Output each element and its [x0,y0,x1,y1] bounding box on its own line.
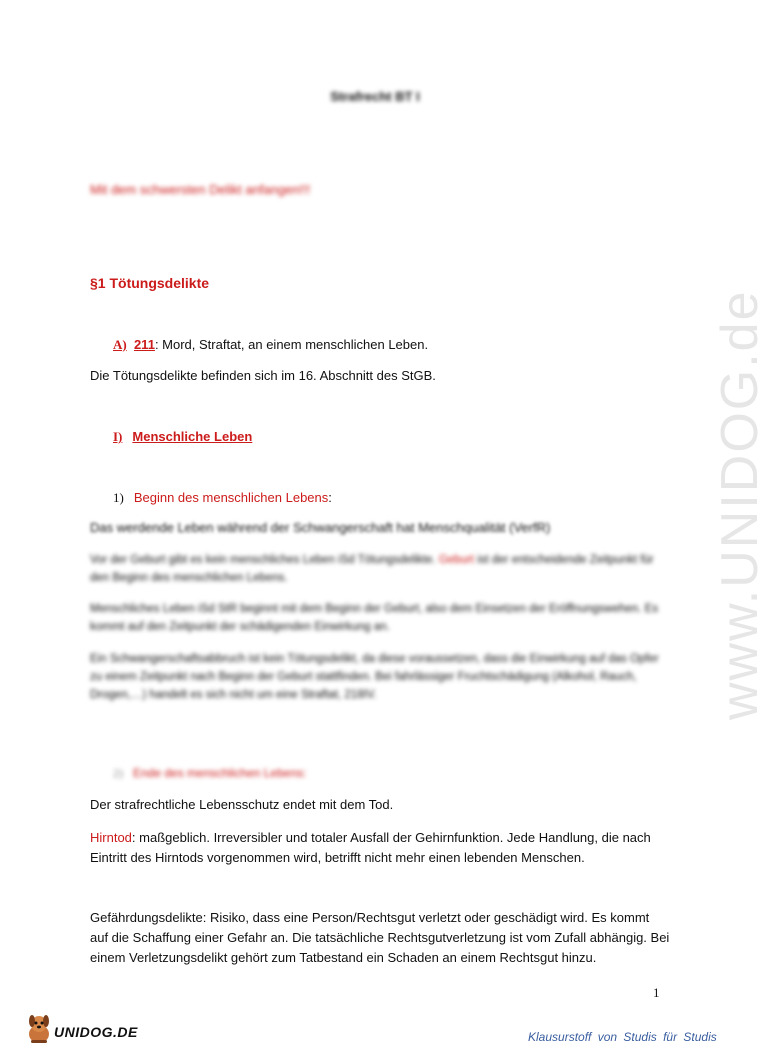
paragraph-3: Ein Schwangerschaftsabbruch ist kein Tötungsdelikt, da diese voraussetzen, dass die Einwirkung auf das Opfer zu einem Zeitpunkt nach Beginn der Geburt stattfinden. Bei fahrlässiger Fruchtschädigung (Alkohol, Rauch, Drogen,…) handelt es sich nicht um eine Straftat, 218IV. [90,653,659,701]
paragraph-5: Gefährdungsdelikte: Risiko, dass eine Person/Rechtsgut verletzt oder geschädigt wird. Es kommt auf die Schaffung einer Gefahr an. Die tatsächliche Rechtsgutverletzung ist vom Zufall abhängig. Bei einem Verletzungsdelikt gehört zum Tatbestand ein Schaden an einem Rechtsgut hinzu. [90,910,670,965]
item-a [113,337,428,353]
partial-line: Das werdende Leben während der Schwangerschaft hat Menschqualität (VerfR) [90,520,551,535]
page-number: 1 [653,985,660,1000]
item-1-marker: 1) [113,490,124,505]
watermark-text: www.UNIDOG.de [711,289,769,720]
section-heading: §1 Tötungsdelikte [90,275,210,291]
footer-logo [22,1012,162,1048]
footer-tagline: Klausurstoff von Studis für Studis [528,1030,717,1044]
item-a-marker: A) [113,337,127,352]
item-1 [113,490,332,506]
line-a2: Die Tötungsdelikte befinden sich im 16. Abschnitt des StGB. [90,368,436,383]
paragraph-4-red: Hirntod [90,830,132,845]
item-1-text: Beginn des menschlichen Lebens [133,490,329,505]
line-b: Der strafrechtliche Lebensschutz endet mit dem Tod. [90,797,394,812]
paragraph-1-b: ist der entscheidende Zeitpunkt für den Beginn des menschlichen Lebens. [90,554,654,584]
item-a-number: 211 [133,337,155,352]
paragraph-1 [90,551,660,587]
hint-text: Mit dem schwersten Delikt anfangen!!! [90,182,311,197]
document-title: Strafrecht BT I [330,89,420,104]
logo-text: UNIDOG.DE [54,1024,138,1040]
item-1-suffix: : [328,490,332,505]
paragraph-4-text: : maßgeblich. Irreversibler und totaler Ausfall der Gehirnfunktion. Jede Handlung, die nach Eintritt des Hirntods vorgenommen wird, betrifft nicht mehr einen lebenden Menschen. [90,830,651,865]
paragraph-1-a: Vor der Geburt gibt es kein menschliches Leben iSd Tötungsdelikte. [90,554,439,566]
item-2 [113,766,306,781]
item-2-text: Ende des menschlichen Lebens: [133,766,307,780]
dog-icon [22,1012,56,1046]
item-i-text: Menschliche Leben [132,429,253,444]
item-i [113,429,252,445]
paragraph-4 [90,828,670,868]
item-2-marker: 2) [113,766,123,780]
paragraph-1-red: Geburt [438,554,474,566]
item-i-marker: I) [113,429,123,444]
item-a-text: : Mord, Straftat, an einem menschlichen Leben. [154,337,429,352]
paragraph-2: Menschliches Leben iSd StR beginnt mit dem Beginn der Geburt, also dem Einsetzen der Eröffnungswehen. Es kommt auf den Zeitpunkt der schädigenden Einwirkung an. [90,603,659,633]
